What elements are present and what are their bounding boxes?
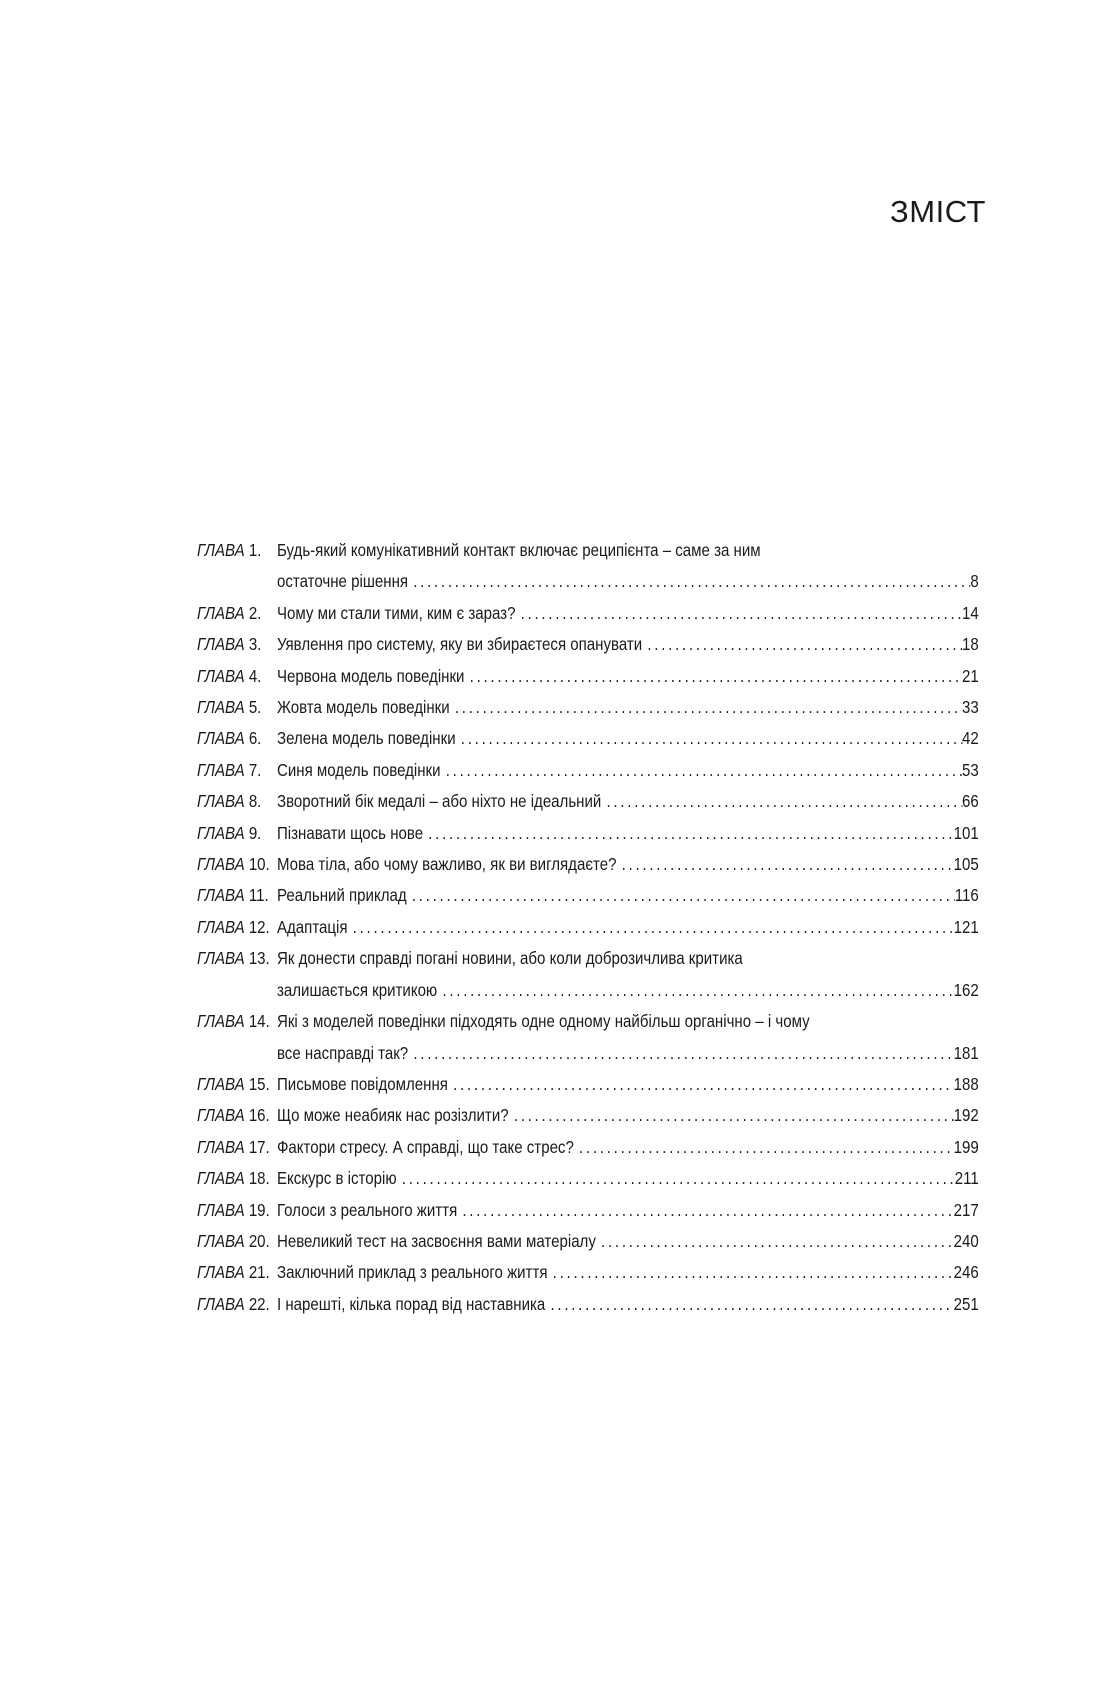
chapter-title-text: Синя модель поведінки (276, 759, 441, 780)
page-number: 217 (953, 1199, 979, 1220)
page-number: 240 (953, 1230, 979, 1251)
chapter-title-text: Невеликий тест на засвоєння вами матеріалу (276, 1230, 596, 1251)
chapter-word: ГЛАВА (197, 885, 245, 906)
chapter-title-line (277, 566, 979, 597)
chapter-title-line (277, 629, 979, 660)
toc-entry (197, 1006, 979, 1069)
chapter-word: ГЛАВА (197, 728, 245, 749)
chapter-label (197, 661, 277, 692)
chapter-title-text: Жовта модель поведінки (276, 697, 450, 718)
chapter-title-text: Зелена модель поведінки (276, 728, 456, 749)
chapter-title (277, 755, 979, 786)
chapter-word: ГЛАВА (197, 1262, 245, 1283)
dot-leader (574, 1132, 954, 1163)
chapter-title-line (277, 723, 979, 754)
chapter-title-line (277, 755, 979, 786)
dot-leader (423, 818, 954, 849)
chapter-title-text: Екскурс в історію (276, 1168, 397, 1189)
chapter-word: ГЛАВА (197, 791, 245, 812)
chapter-label (197, 723, 277, 754)
chapter-title (277, 661, 979, 692)
page-number: 8 (970, 571, 979, 592)
toc-entry (197, 1069, 979, 1100)
chapter-label (197, 755, 277, 786)
toc-entry (197, 629, 979, 660)
chapter-label (197, 912, 277, 943)
dot-leader (437, 975, 953, 1006)
toc-entry (197, 849, 979, 880)
page-number: 211 (954, 1168, 979, 1189)
chapter-title-text: Мова тіла, або чому важливо, як ви виглядаєте? (276, 854, 617, 875)
chapter-label (197, 629, 277, 660)
toc-entry (197, 535, 979, 598)
chapter-title-text: Будь-який комунікативний контакт включає реципієнта – саме за ним (276, 540, 761, 560)
chapter-title (277, 1132, 979, 1163)
chapter-title (277, 786, 979, 817)
chapter-title-line (277, 1257, 979, 1288)
chapter-word: ГЛАВА (197, 602, 245, 623)
page-number: 42 (961, 728, 979, 749)
chapter-label (197, 1100, 277, 1131)
dot-leader (456, 723, 962, 754)
page-number: 188 (953, 1073, 979, 1094)
chapter-word: ГЛАВА (197, 759, 245, 780)
dot-leader (464, 661, 962, 692)
toc-entry (197, 598, 979, 629)
toc-entry (197, 1132, 979, 1163)
page-number: 101 (953, 822, 979, 843)
chapter-title-line (277, 1289, 979, 1320)
chapter-number: 1. (248, 540, 262, 560)
chapter-label (197, 598, 277, 629)
chapter-label (197, 786, 277, 817)
toc-entry (197, 1257, 979, 1288)
dot-leader (596, 1226, 954, 1257)
dot-leader (407, 880, 955, 911)
chapter-number: 16. (248, 1105, 270, 1126)
chapter-title-line (277, 1038, 979, 1069)
toc-entry (197, 723, 979, 754)
chapter-title-text: Пізнавати щось нове (276, 822, 424, 843)
chapter-label (197, 692, 277, 723)
chapter-title-text: Реальний приклад (276, 885, 407, 906)
page-number: 105 (953, 854, 979, 875)
dot-leader (348, 912, 954, 943)
chapter-title-line (277, 535, 979, 566)
chapter-title (277, 1289, 979, 1320)
chapter-title-line (277, 849, 979, 880)
chapter-title-text: залишається критикою (276, 979, 438, 1000)
chapter-number: 12. (248, 916, 270, 937)
chapter-word: ГЛАВА (197, 697, 245, 718)
page-number: 14 (961, 602, 979, 623)
chapter-title-text: Чому ми стали тими, ким є зараз? (276, 602, 516, 623)
dot-leader (408, 1038, 953, 1069)
chapter-number: 14. (248, 1011, 270, 1032)
chapter-number: 11. (248, 885, 269, 906)
chapter-title (277, 1163, 979, 1194)
dot-leader (601, 786, 962, 817)
chapter-word: ГЛАВА (197, 1073, 245, 1094)
chapter-title-text: остаточне рішення (276, 571, 409, 592)
dot-leader (457, 1195, 953, 1226)
page-number: 21 (961, 665, 979, 686)
chapter-number: 15. (248, 1073, 270, 1094)
toc-entry (197, 786, 979, 817)
dot-leader (408, 566, 970, 597)
chapter-title-text: Які з моделей поведінки підходять одне одному найбільш органічно – і чому (276, 1011, 810, 1032)
chapter-title-line (277, 1226, 979, 1257)
page-number: 66 (961, 791, 979, 812)
chapter-title (277, 1006, 979, 1069)
chapter-number: 9. (248, 822, 262, 843)
chapter-number: 20. (248, 1230, 270, 1251)
dot-leader (450, 692, 962, 723)
chapter-word: ГЛАВА (197, 822, 245, 843)
chapter-label (197, 1069, 277, 1100)
chapter-title-text: Як донести справді погані новини, або коли доброзичлива критика (276, 948, 743, 969)
chapter-title-line (277, 975, 979, 1006)
chapter-title-line (277, 880, 979, 911)
chapter-title-text: І нарешті, кілька порад від наставника (276, 1293, 546, 1314)
chapter-number: 22. (248, 1293, 270, 1314)
chapter-label (197, 880, 277, 911)
chapter-word: ГЛАВА (197, 916, 245, 937)
chapter-title-text: Фактори стресу. А справді, що таке стрес? (276, 1136, 574, 1157)
chapter-title-text: Адаптація (276, 916, 348, 937)
chapter-title (277, 1100, 979, 1131)
chapter-word: ГЛАВА (197, 1199, 245, 1220)
chapter-title-line (277, 1195, 979, 1226)
page-number: 18 (961, 634, 979, 655)
page-number: 199 (953, 1136, 979, 1157)
chapter-number: 18. (248, 1168, 270, 1189)
chapter-word: ГЛАВА (197, 540, 245, 560)
chapter-label (197, 1163, 277, 1194)
chapter-number: 17. (248, 1136, 270, 1157)
dot-leader (642, 629, 962, 660)
toc-entry (197, 943, 979, 1006)
chapter-word: ГЛАВА (197, 1230, 245, 1251)
chapter-label (197, 1289, 277, 1320)
chapter-number: 21. (248, 1262, 270, 1283)
page-number: 162 (953, 979, 979, 1000)
chapter-title-text: Голоси з реального життя (276, 1199, 458, 1220)
chapter-word: ГЛАВА (197, 1011, 245, 1032)
chapter-word: ГЛАВА (197, 634, 245, 655)
chapter-number: 7. (248, 759, 262, 780)
chapter-title-line (277, 1069, 979, 1100)
chapter-title (277, 849, 979, 880)
chapter-label (197, 1226, 277, 1257)
chapter-title (277, 818, 979, 849)
chapter-label (197, 1257, 277, 1288)
dot-leader (545, 1289, 953, 1320)
toc-entry (197, 1226, 979, 1257)
dot-leader (515, 598, 962, 629)
dot-leader (397, 1163, 955, 1194)
toc-entry (197, 1163, 979, 1194)
chapter-title (277, 1257, 979, 1288)
chapter-title-line (277, 912, 979, 943)
chapter-title-text: Зворотний бік медалі – або ніхто не ідеальний (276, 791, 602, 812)
chapter-number: 6. (248, 728, 262, 749)
page-title: ЗМІСТ (890, 194, 986, 229)
chapter-label (197, 943, 277, 974)
table-of-contents (197, 535, 979, 1320)
chapter-title-text: Що може неабияк нас розізлити? (276, 1105, 509, 1126)
dot-leader (616, 849, 953, 880)
chapter-label (197, 1132, 277, 1163)
chapter-title-text: Заключний приклад з реального життя (276, 1262, 548, 1283)
chapter-title-text: Письмове повідомлення (276, 1073, 448, 1094)
chapter-title (277, 943, 979, 1006)
chapter-title-text: Уявлення про систему, яку ви збираєтеся опанувати (276, 634, 643, 655)
chapter-title-line (277, 661, 979, 692)
chapter-word: ГЛАВА (197, 665, 245, 686)
toc-entry (197, 1289, 979, 1320)
toc-entry (197, 692, 979, 723)
chapter-label (197, 818, 277, 849)
toc-entry (197, 880, 979, 911)
chapter-title (277, 880, 979, 911)
page-number: 33 (961, 697, 979, 718)
chapter-number: 8. (248, 791, 262, 812)
page-number: 246 (953, 1262, 979, 1283)
chapter-title-line (277, 1100, 979, 1131)
chapter-title (277, 723, 979, 754)
chapter-title (277, 535, 979, 598)
chapter-title-line (277, 1132, 979, 1163)
page-number: 192 (953, 1105, 979, 1126)
chapter-title-line (277, 598, 979, 629)
chapter-title-line (277, 818, 979, 849)
chapter-title-line (277, 786, 979, 817)
chapter-number: 13. (248, 948, 270, 969)
chapter-label (197, 1006, 277, 1037)
page-number: 251 (953, 1293, 979, 1314)
page-number: 121 (953, 916, 979, 937)
chapter-word: ГЛАВА (197, 1168, 245, 1189)
chapter-number: 19. (248, 1199, 270, 1220)
chapter-title (277, 692, 979, 723)
chapter-title-line (277, 1006, 979, 1037)
chapter-title-line (277, 943, 979, 974)
chapter-number: 5. (248, 697, 262, 718)
chapter-word: ГЛАВА (197, 1293, 245, 1314)
dot-leader (441, 755, 962, 786)
chapter-title-line (277, 1163, 979, 1194)
dot-leader (548, 1257, 954, 1288)
toc-entry (197, 818, 979, 849)
chapter-title-text: все насправді так? (276, 1042, 409, 1063)
chapter-word: ГЛАВА (197, 1136, 245, 1157)
chapter-title (277, 598, 979, 629)
toc-entry (197, 912, 979, 943)
chapter-word: ГЛАВА (197, 1105, 245, 1126)
chapter-number: 3. (248, 634, 262, 655)
toc-entry (197, 661, 979, 692)
chapter-number: 2. (248, 602, 262, 623)
toc-entry (197, 1195, 979, 1226)
chapter-title (277, 629, 979, 660)
toc-entry (197, 755, 979, 786)
toc-entry (197, 1100, 979, 1131)
chapter-title-line (277, 692, 979, 723)
chapter-title (277, 912, 979, 943)
page-number: 53 (961, 759, 979, 780)
dot-leader (448, 1069, 954, 1100)
page-number: 181 (953, 1042, 979, 1063)
chapter-word: ГЛАВА (197, 948, 245, 969)
dot-leader (509, 1100, 954, 1131)
chapter-title (277, 1195, 979, 1226)
chapter-title (277, 1226, 979, 1257)
chapter-title (277, 1069, 979, 1100)
chapter-label (197, 1195, 277, 1226)
chapter-number: 10. (248, 854, 270, 875)
chapter-title-text: Червона модель поведінки (276, 665, 465, 686)
chapter-word: ГЛАВА (197, 854, 245, 875)
chapter-number: 4. (248, 665, 262, 686)
chapter-label (197, 849, 277, 880)
chapter-label (197, 535, 277, 566)
page-number: 116 (954, 885, 979, 906)
